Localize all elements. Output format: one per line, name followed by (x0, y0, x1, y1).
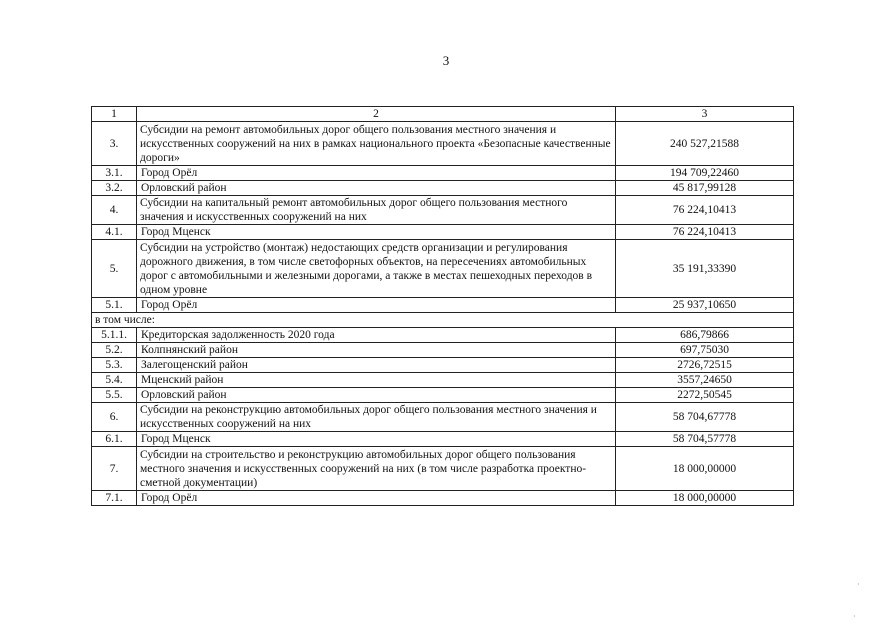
row-value: 35 191,33390 (616, 240, 794, 298)
row-name: Орловский район (137, 181, 616, 196)
row-value: 2272,50545 (616, 388, 794, 403)
row-name: Город Мценск (137, 432, 616, 447)
table-row (92, 373, 794, 388)
row-name: Город Орёл (137, 491, 616, 506)
scan-speck: · (853, 612, 856, 621)
row-number: 4. (92, 196, 137, 225)
row-number: 7.1. (92, 491, 137, 506)
row-value: 76 224,10413 (616, 196, 794, 225)
table-row (92, 403, 794, 432)
table-row (92, 225, 794, 240)
table-row (92, 240, 794, 298)
row-name: Субсидии на устройство (монтаж) недостающих средств организации и регулирования дорожного движения, в том числе светофорных объектов, на пересечениях автомобильных дорог с автомобильными и железными дорогами, а также в местах пешеходных переходов в одном уровне (137, 240, 616, 298)
row-name: Город Орёл (137, 166, 616, 181)
table-header-row (92, 107, 794, 122)
table-row (92, 343, 794, 358)
row-number: 5.1.1. (92, 328, 137, 343)
row-value: 58 704,57778 (616, 432, 794, 447)
row-name: Субсидии на капитальный ремонт автомобильных дорог общего пользования местного значения и искусственных сооружений на них (137, 196, 616, 225)
row-number: 5.4. (92, 373, 137, 388)
row-number: 5. (92, 240, 137, 298)
row-value: 697,75030 (616, 343, 794, 358)
header-col-2: 2 (137, 107, 616, 122)
row-number: 5.3. (92, 358, 137, 373)
row-number: 3.1. (92, 166, 137, 181)
table-row (92, 447, 794, 491)
row-value: 45 817,99128 (616, 181, 794, 196)
header-col-3: 3 (616, 107, 794, 122)
row-value: 240 527,21588 (616, 122, 794, 166)
row-value: 194 709,22460 (616, 166, 794, 181)
row-name: Субсидии на ремонт автомобильных дорог общего пользования местного значения и искусственных сооружений на них в рамках национального проекта «Безопасные качественные дороги» (137, 122, 616, 166)
table-row (92, 388, 794, 403)
row-number: 5.5. (92, 388, 137, 403)
row-name: Кредиторская задолженность 2020 года (137, 328, 616, 343)
header-col-1: 1 (92, 107, 137, 122)
scan-speck: · (857, 580, 860, 589)
table-row (92, 181, 794, 196)
row-value: 18 000,00000 (616, 491, 794, 506)
row-number: 6.1. (92, 432, 137, 447)
table-row (92, 358, 794, 373)
row-name: Субсидии на строительство и реконструкцию автомобильных дорог общего пользования местного значения и искусственных сооружений на них (в том числе разработка проектно-сметной документации) (137, 447, 616, 491)
row-name: Колпнянский район (137, 343, 616, 358)
row-value: 18 000,00000 (616, 447, 794, 491)
row-number: 3. (92, 122, 137, 166)
row-value: 2726,72515 (616, 358, 794, 373)
row-value: 25 937,10650 (616, 298, 794, 313)
row-value: 3557,24650 (616, 373, 794, 388)
row-name: Субсидии на реконструкцию автомобильных дорог общего пользования местного значения и искусственных сооружений на них (137, 403, 616, 432)
row-name: Мценский район (137, 373, 616, 388)
row-name: Город Орёл (137, 298, 616, 313)
table-row (92, 196, 794, 225)
page-number: 3 (442, 53, 450, 68)
table-row (92, 122, 794, 166)
table-row (92, 298, 794, 313)
row-value: 58 704,67778 (616, 403, 794, 432)
row-value: 686,79866 (616, 328, 794, 343)
table-row (92, 328, 794, 343)
row-number: 6. (92, 403, 137, 432)
table-span-row (92, 313, 794, 328)
row-number: 4.1. (92, 225, 137, 240)
table-row (92, 166, 794, 181)
row-number: 3.2. (92, 181, 137, 196)
table-row (92, 491, 794, 506)
subsidies-table (91, 106, 794, 506)
row-value: 76 224,10413 (616, 225, 794, 240)
row-name: Город Мценск (137, 225, 616, 240)
table-row (92, 432, 794, 447)
row-name: Орловский район (137, 388, 616, 403)
row-number: 7. (92, 447, 137, 491)
including-label: в том числе: (92, 313, 794, 328)
row-number: 5.1. (92, 298, 137, 313)
row-number: 5.2. (92, 343, 137, 358)
row-name: Залегощенский район (137, 358, 616, 373)
